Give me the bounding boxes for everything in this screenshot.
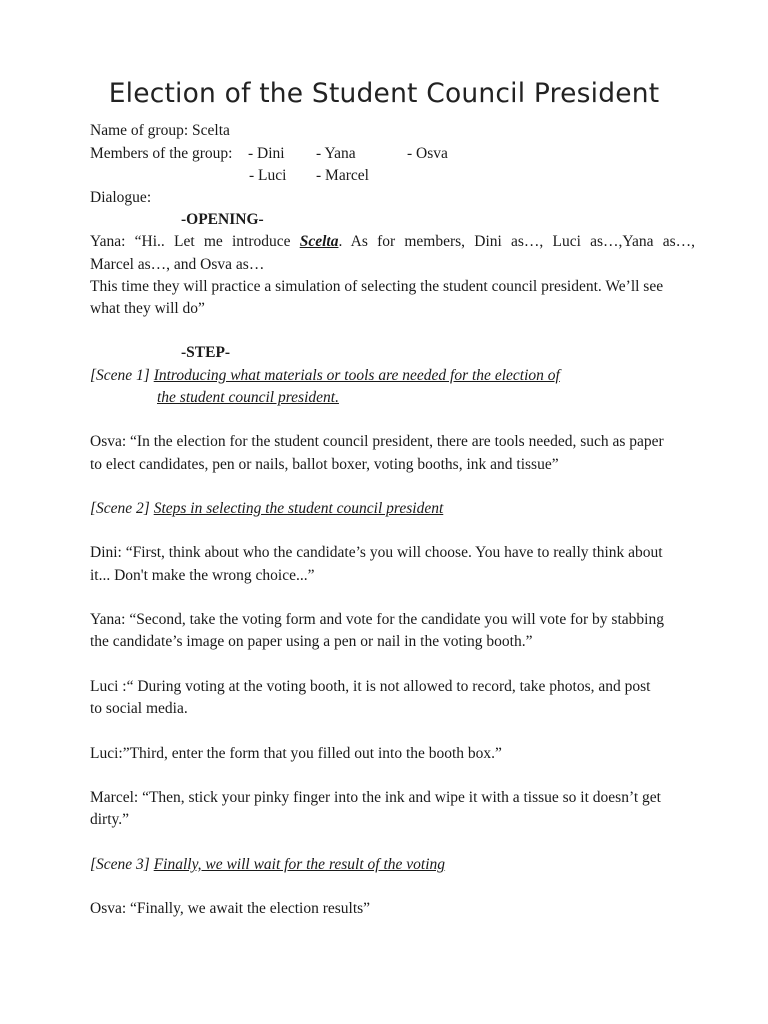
dini-line-2: it... Don't make the wrong choice...”: [90, 567, 315, 584]
scene-1-title-continued: the student council president.: [157, 389, 339, 406]
member-luci: - Luci: [249, 167, 287, 184]
opening-line-4: what they will do”: [90, 300, 205, 317]
yana-line-1: Yana: “Second, take the voting form and vote for the candidate you will vote for by stabbing: [90, 611, 664, 628]
osva-final-line: Osva: “Finally, we await the election results”: [90, 900, 371, 917]
member-marcel: - Marcel: [316, 167, 369, 184]
scene-3-line: [90, 855, 445, 875]
yana-line-2: the candidate’s image on paper using a pen or nail in the voting booth.”: [90, 633, 533, 650]
group-name-line: Name of group: Scelta: [90, 122, 230, 139]
opening-line-3: This time they will practice a simulation of selecting the student council president. We’ll see: [90, 278, 664, 295]
scene-1-title: Introducing what materials or tools are needed for the election of: [153, 367, 560, 384]
luci-line-2: to social media.: [90, 700, 188, 717]
group-name-emphasis: Scelta: [299, 233, 339, 250]
scene-3-label: [Scene 3]: [90, 856, 150, 873]
opening-line-1-end: . As for members, Dini as…, Luci as…,Yana as…,: [338, 233, 696, 250]
luci-line-1: Luci :“ During voting at the voting booth, it is not allowed to record, take photos, and post: [90, 678, 651, 695]
opening-line-1: [90, 232, 695, 252]
member-dini: - Dini: [248, 145, 285, 162]
document-title: Election of the Student Council President: [108, 78, 660, 109]
luci-third-line: Luci:”Third, enter the form that you filled out into the booth box.”: [90, 745, 502, 762]
scene-1-line-1: [90, 366, 560, 386]
dini-line-1: Dini: “First, think about who the candidate’s you will choose. You have to really think about: [90, 544, 663, 561]
scene-3-title: Finally, we will wait for the result of the voting: [153, 856, 446, 873]
opening-line-2: Marcel as…, and Osva as…: [90, 256, 265, 273]
member-yana: - Yana: [316, 145, 356, 162]
members-label: Members of the group:: [90, 145, 233, 162]
opening-heading: -OPENING-: [181, 211, 264, 228]
scene-2-label: [Scene 2]: [90, 500, 150, 517]
dialogue-label: Dialogue:: [90, 189, 152, 206]
osva-line-2: to elect candidates, pen or nails, ballot boxer, voting booths, ink and tissue”: [90, 456, 559, 473]
scene-2-title: Steps in selecting the student council president: [153, 500, 444, 517]
opening-line-1-start: Yana: “Hi.. Let me introduce: [90, 233, 300, 250]
marcel-line-2: dirty.”: [90, 811, 130, 828]
scene-2-line: [90, 499, 443, 519]
step-heading: -STEP-: [181, 344, 231, 361]
scene-1-label: [Scene 1]: [90, 367, 150, 384]
member-osva: - Osva: [407, 145, 448, 162]
osva-line-1: Osva: “In the election for the student council president, there are tools needed, such as paper: [90, 433, 664, 450]
marcel-line-1: Marcel: “Then, stick your pinky finger into the ink and wipe it with a tissue so it doesn’t get: [90, 789, 661, 806]
